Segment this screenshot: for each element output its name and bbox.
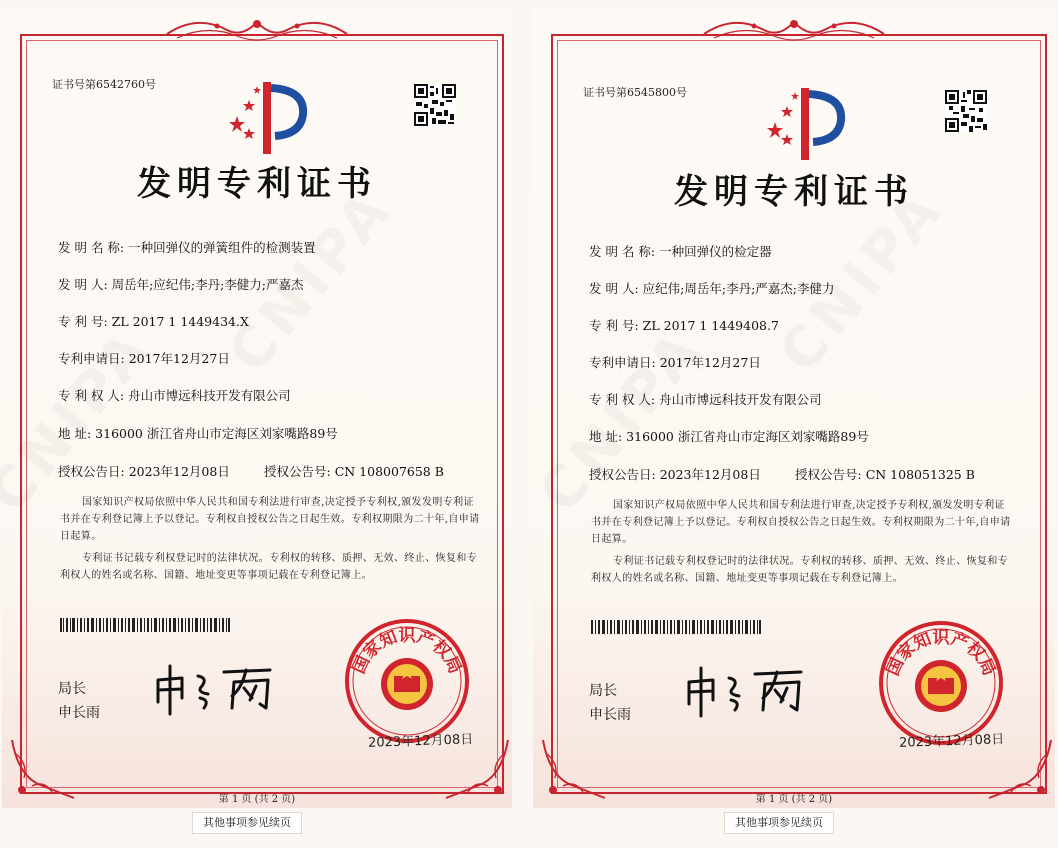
top-ornament-icon — [157, 12, 357, 46]
page-number: 第 1 页 (共 2 页) — [218, 794, 296, 805]
address: 316000 浙江省舟山市定海区刘家嘴路89号 — [626, 429, 869, 444]
field-label: 授权公告号: — [264, 464, 331, 479]
filing-date-row — [58, 349, 230, 367]
patent-number: ZL 2017 1 1449408.7 — [642, 318, 779, 333]
patentee: 舟山市博远科技开发有限公司 — [659, 392, 822, 407]
grant-date: 2023年12月08日 — [128, 464, 230, 479]
cnipa-logo-icon — [765, 84, 855, 164]
invention-name-row — [589, 242, 772, 260]
director-signature-icon — [152, 658, 282, 718]
patent-number-row — [589, 316, 779, 334]
field-label: 地 址: — [589, 429, 623, 444]
field-label: 专 利 权 人: — [58, 388, 125, 403]
field-label: 发 明 名 称: — [589, 244, 656, 259]
patent-certificate-2 — [533, 8, 1055, 808]
qr-code-icon — [945, 90, 987, 132]
field-label: 专 利 权 人: — [589, 392, 656, 407]
grant-number: CN 108007658 B — [334, 464, 444, 479]
continuation-note-tab: 其他事项参见续页 — [192, 812, 302, 834]
legal-status-statement: 专利证书记载专利权登记时的法律状况。专利权的转移、质押、无效、终止、恢复和专利权人的姓名或名称、国籍、地址变更等事项记载在专利登记簿上。 — [591, 556, 1009, 584]
patentee-row — [589, 390, 822, 408]
inventors: 应纪伟;周岳年;李丹;严嘉杰;李健力 — [642, 281, 835, 296]
field-label: 授权公告号: — [795, 467, 862, 482]
field-label: 专利申请日: — [58, 351, 125, 366]
official-seal-icon — [342, 616, 472, 746]
patent-number: ZL 2017 1 1449434.X — [111, 314, 249, 329]
field-label: 专 利 号: — [58, 314, 108, 329]
field-label: 地 址: — [58, 426, 92, 441]
certificate-number: 证书号第6542760号 — [52, 78, 156, 91]
address-row — [589, 427, 869, 445]
director-name: 申长雨 — [58, 705, 100, 721]
certificate-number: 证书号第6545800号 — [583, 86, 687, 99]
director-name: 申长雨 — [589, 707, 631, 723]
continuation-note-tab: 其他事项参见续页 — [724, 812, 834, 834]
invention-name: 一种回弹仪的检定器 — [659, 244, 772, 259]
filing-date: 2017年12月27日 — [659, 355, 761, 370]
filing-date-row — [589, 353, 761, 371]
seal-text: 国家知识产权局 — [883, 628, 999, 679]
field-label: 授权公告日: — [589, 467, 656, 482]
seal-date: 2023年12月08日 — [367, 732, 474, 751]
grant-date-row — [589, 465, 761, 483]
grant-date-row — [58, 462, 230, 480]
barcode-icon — [60, 618, 230, 632]
director-title: 局长 — [58, 681, 86, 697]
grant-number: CN 108051325 B — [865, 467, 975, 482]
grant-statement: 国家知识产权局依照中华人民共和国专利法进行审查,决定授予专利权,颁发发明专利证书并在专利登记簿上予以登记。专利权自授权公告之日起生效。专利权期限为二十年,自申请日起算。 — [60, 497, 480, 542]
address: 316000 浙江省舟山市定海区刘家嘴路89号 — [95, 426, 338, 441]
address-row — [58, 424, 338, 442]
director-signature-icon — [683, 660, 813, 720]
field-label: 授权公告日: — [58, 464, 125, 479]
legal-status-statement: 专利证书记载专利权登记时的法律状况。专利权的转移、质押、无效、终止、恢复和专利权人的姓名或名称、国籍、地址变更等事项记载在专利登记簿上。 — [60, 553, 478, 581]
barcode-icon — [591, 620, 761, 634]
grant-number-row — [795, 465, 975, 483]
grant-number-row — [264, 462, 444, 480]
seal-date: 2023年12月08日 — [898, 732, 1005, 751]
qr-code-icon — [414, 84, 456, 126]
page-number: 第 1 页 (共 2 页) — [755, 794, 833, 805]
certificate-title: 发明专利证书 — [674, 172, 914, 212]
inventor-row — [589, 279, 835, 297]
field-label: 发 明 名 称: — [58, 240, 125, 255]
patent-certificate-1 — [2, 8, 512, 808]
grant-statement: 国家知识产权局依照中华人民共和国专利法进行审查,决定授予专利权,颁发发明专利证书并在专利登记簿上予以登记。专利权自授权公告之日起生效。专利权期限为二十年,自申请日起算。 — [591, 500, 1011, 545]
inventor-row — [58, 275, 304, 293]
invention-name-row — [58, 238, 316, 256]
seal-text: 国家知识产权局 — [349, 626, 465, 677]
grant-date: 2023年12月08日 — [659, 467, 761, 482]
field-label: 发 明 人: — [589, 281, 639, 296]
inventors: 周岳年;应纪伟;李丹;李健力;严嘉杰 — [111, 277, 304, 292]
cnipa-logo-icon — [227, 78, 317, 158]
top-ornament-icon — [694, 12, 894, 46]
invention-name: 一种回弹仪的弹簧组件的检测装置 — [128, 240, 316, 255]
patent-number-row — [58, 312, 249, 330]
patentee: 舟山市博远科技开发有限公司 — [128, 388, 291, 403]
field-label: 专 利 号: — [589, 318, 639, 333]
field-label: 发 明 人: — [58, 277, 108, 292]
director-title: 局长 — [589, 683, 617, 699]
filing-date: 2017年12月27日 — [128, 351, 230, 366]
field-label: 专利申请日: — [589, 355, 656, 370]
patentee-row — [58, 386, 291, 404]
certificate-title: 发明专利证书 — [137, 164, 377, 204]
